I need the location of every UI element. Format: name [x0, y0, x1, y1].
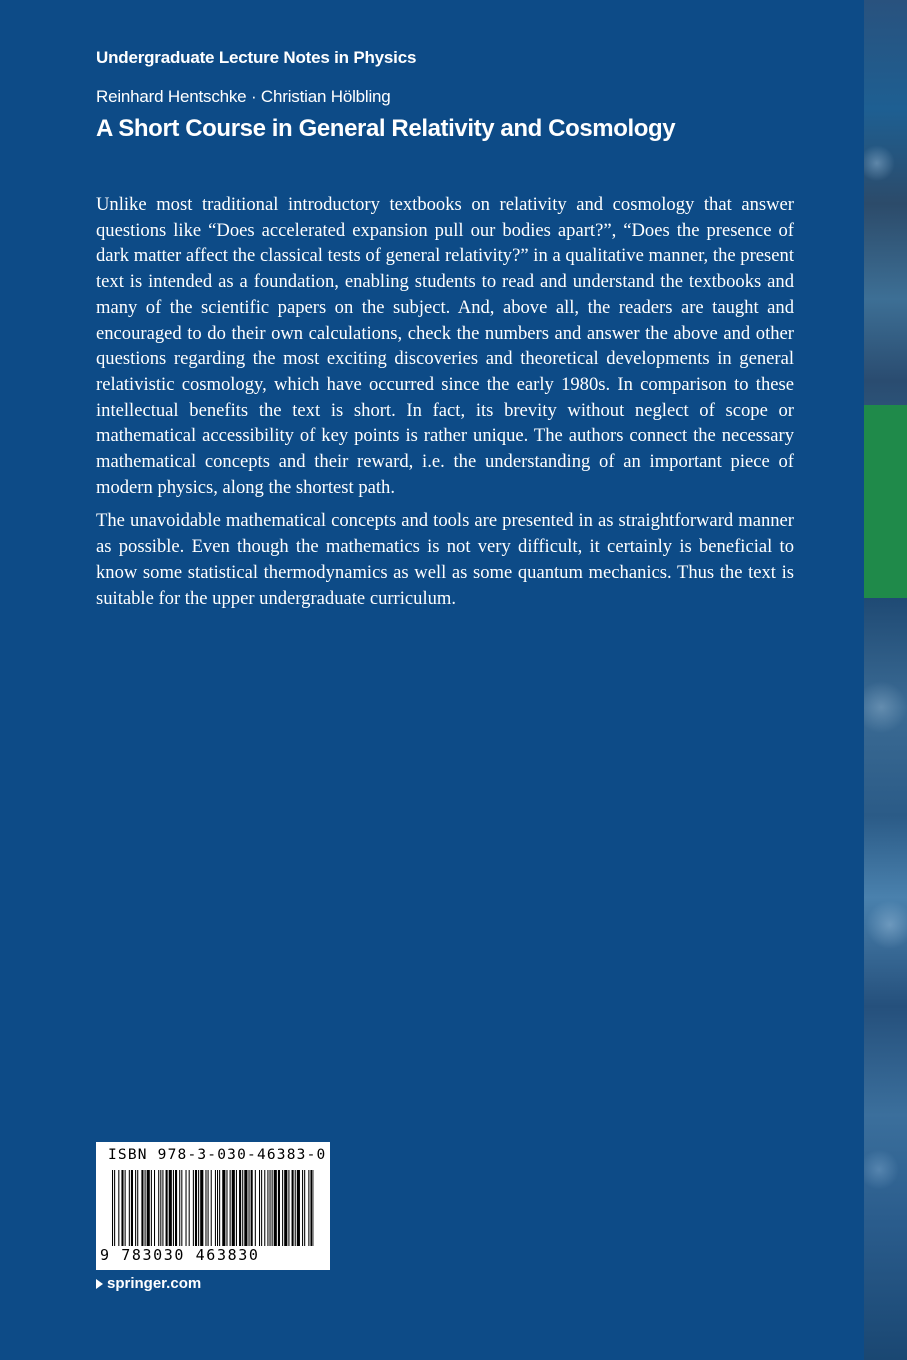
barcode-bar [274, 1170, 277, 1246]
barcode-bar [147, 1170, 150, 1246]
website-label: springer.com [107, 1275, 202, 1292]
barcode-bar [259, 1170, 260, 1246]
barcode-bar [230, 1170, 231, 1246]
barcode-bar [222, 1170, 225, 1246]
barcode-bar [158, 1170, 159, 1246]
barcode-bar [270, 1170, 271, 1246]
series-name: Undergraduate Lecture Notes in Physics [96, 48, 417, 67]
barcode-bar [297, 1170, 300, 1246]
barcode-bar [151, 1170, 152, 1246]
barcode-bar [129, 1170, 130, 1246]
description-paragraph-2: The unavoidable mathematical concepts and tools are presented in as straightforward manner as possible. Even though the mathematics is not very difficult, it certainly is beneficial to know some statistical thermodynamics as well as some quantum mechanics. Thus the text is suitable for the upper undergraduate curriculum. [96, 510, 794, 609]
barcode-bar [226, 1170, 227, 1246]
barcode-bar [118, 1170, 119, 1246]
barcode-bar [215, 1170, 216, 1246]
barcode-bar [160, 1170, 161, 1246]
description [96, 192, 794, 619]
barcode-bar [131, 1170, 133, 1246]
barcode-panel [96, 1142, 330, 1270]
barcode-bar [154, 1170, 155, 1246]
barcode-bar [195, 1170, 197, 1246]
barcode-bar [292, 1170, 294, 1246]
barcode-bar [166, 1170, 168, 1246]
barcode-bar [179, 1170, 180, 1246]
barcode-bar [141, 1170, 143, 1246]
barcode-bar [186, 1170, 187, 1246]
barcode-bar [255, 1170, 256, 1246]
barcode-bar [211, 1170, 212, 1246]
barcode-bar [162, 1170, 163, 1246]
barcode-bar [208, 1170, 209, 1246]
barcode-bar [145, 1170, 146, 1246]
barcode-bar [173, 1170, 174, 1246]
isbn-label: ISBN 978-3-030-46383-0 [108, 1147, 327, 1163]
barcode-bar [302, 1170, 303, 1246]
barcode-bar [304, 1170, 305, 1246]
barcode-bar [175, 1170, 177, 1246]
barcode-bar [288, 1170, 289, 1246]
barcode-bars [112, 1170, 314, 1246]
barcode-bar [261, 1170, 262, 1246]
barcode-digits: 9 783030 463830 [100, 1246, 260, 1264]
book-title: A Short Course in General Relativity and Cosmology [96, 115, 676, 142]
authors: Reinhard Hentschke · Christian Hölbling [96, 87, 391, 106]
barcode-bar [112, 1170, 113, 1246]
barcode-bar [251, 1170, 253, 1246]
barcode-bar [284, 1170, 287, 1246]
barcode-bar [264, 1170, 265, 1246]
barcode-bar [244, 1170, 247, 1246]
cover-image-strip [864, 0, 907, 1360]
barcode-bar [282, 1170, 283, 1246]
barcode-bar [239, 1170, 241, 1246]
website-link[interactable] [96, 1275, 201, 1292]
barcode-bar [193, 1170, 194, 1246]
barcode-bar [232, 1170, 235, 1246]
barcode-bar [125, 1170, 126, 1246]
barcode-bar [137, 1170, 138, 1246]
barcode-bar [278, 1170, 280, 1246]
barcode-bar [219, 1170, 220, 1246]
barcode-bar [200, 1170, 203, 1246]
barcode-bar [121, 1170, 123, 1246]
spine-accent-band [864, 405, 907, 598]
arrow-right-icon [96, 1279, 103, 1289]
barcode-bar [135, 1170, 136, 1246]
barcode-bar [295, 1170, 296, 1246]
barcode-bar [205, 1170, 206, 1246]
barcode-bar [217, 1170, 218, 1246]
barcode-bar [198, 1170, 199, 1246]
barcode-bar [267, 1170, 268, 1246]
barcode-bar [308, 1170, 309, 1246]
barcode-bar [236, 1170, 237, 1246]
description-paragraph-1: Unlike most traditional introductory textbooks on relativity and cosmology that answer questions like “Does accelerated expansion pull our bodies apart?”, “Does the presence of dark matter affect the classical tests of general relativity?” in a qualitative manner, the present text is intended as a foundation, enabling students to read and understand the textbooks and many of the scientific papers on the subject. And, above all, the readers are taught and encouraged to do their own calculations, check the numbers and answer the above and other questions regarding the most exciting discoveries and theoretical developments in general relativistic cosmology, which have occurred since the early 1980s. In comparison to these intellectual benefits the text is short. In fact, its brevity without neglect of scope or mathematical accessibility of key points is rather unique. The authors connect the necessary mathematical concepts and their reward, i.e. the understanding of an important piece of modern physics, along the shortest path. [96, 194, 794, 498]
barcode-bar [181, 1170, 182, 1246]
barcode-bar [114, 1170, 115, 1246]
barcode-bar [310, 1170, 312, 1246]
barcode-bar [272, 1170, 273, 1246]
barcode-bar [249, 1170, 250, 1246]
barcode-bar [242, 1170, 243, 1246]
barcode-bar [169, 1170, 172, 1246]
barcode-bar [189, 1170, 190, 1246]
